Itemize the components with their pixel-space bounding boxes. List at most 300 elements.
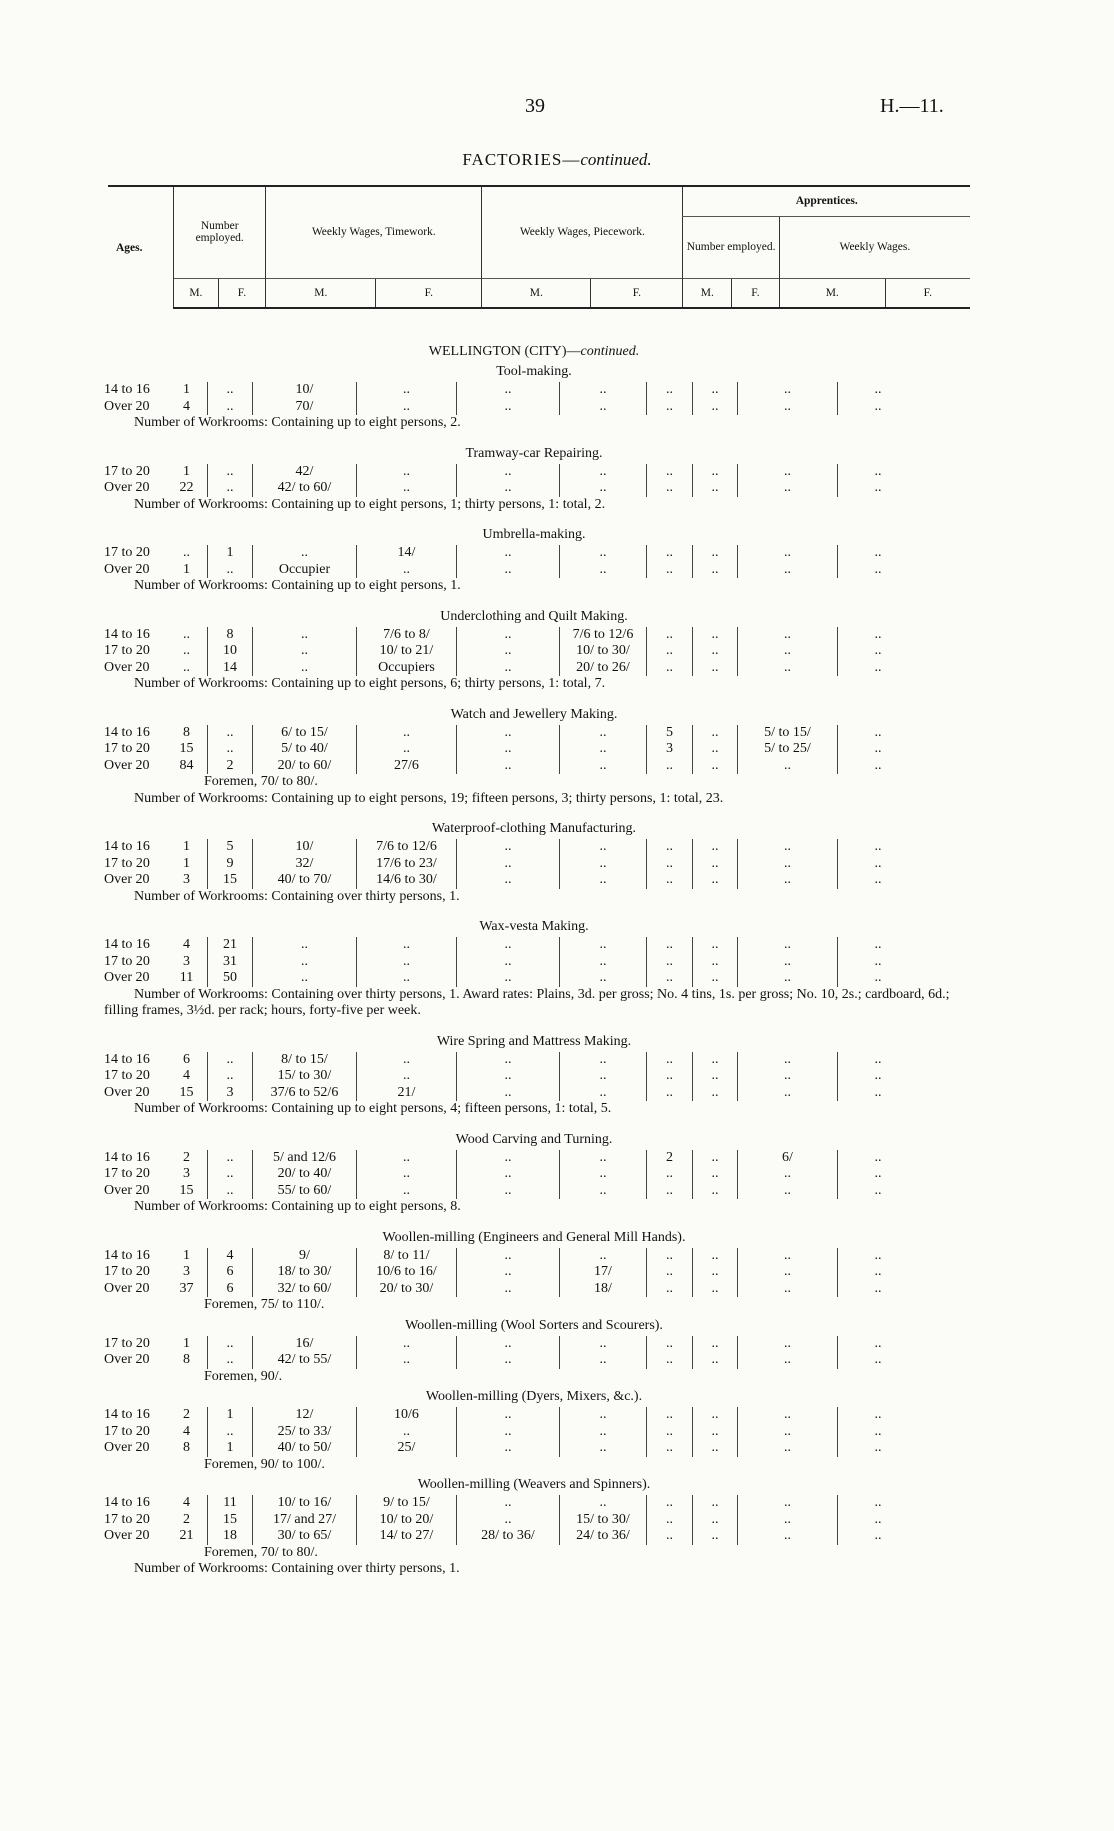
table-cell: .. <box>693 480 738 497</box>
table-cell: .. <box>693 382 738 399</box>
timework-header: Weekly Wages, Timework. <box>266 186 482 278</box>
table-cell: .. <box>738 1512 838 1529</box>
table-cell: .. <box>647 937 693 954</box>
table-cell: .. <box>693 1528 738 1545</box>
number-m-header: M. <box>174 278 218 308</box>
section-title: Waterproof-clothing Manufacturing. <box>431 821 637 836</box>
table-cell: .. <box>874 382 882 397</box>
table-cell: .. <box>693 399 738 416</box>
table-cell: .. <box>647 1424 693 1441</box>
table-cell: .. <box>560 758 647 775</box>
section-title: Tool-making. <box>496 364 572 379</box>
table-cell: 6/ <box>738 1150 838 1167</box>
table-cell: 8/ to 15/ <box>253 1052 357 1069</box>
trade-section <box>104 1475 984 1578</box>
table-cell: .. <box>693 970 738 987</box>
table-row <box>104 480 984 497</box>
table-cell: .. <box>560 1407 647 1424</box>
section-title: Wood Carving and Turning. <box>455 1131 613 1147</box>
table-cell: .. <box>560 399 647 416</box>
table-cell: .. <box>738 545 838 562</box>
trade-section <box>104 1032 984 1118</box>
table-cell: .. <box>647 1512 693 1529</box>
table-cell: .. <box>457 970 560 987</box>
table-cell: 50 <box>208 970 253 987</box>
table-cell: .. <box>693 1281 738 1298</box>
table-cell: .. <box>874 626 882 642</box>
table-cell: .. <box>457 545 560 562</box>
table-cell: .. <box>693 1052 738 1069</box>
table-cell: .. <box>693 627 738 644</box>
table-cell: 16/ <box>253 1336 357 1353</box>
table-cell: 31 <box>208 954 253 971</box>
table-row <box>104 937 984 954</box>
table-cell: .. <box>693 643 738 660</box>
table-cell: .. <box>693 725 738 742</box>
table-cell: .. <box>738 1407 838 1424</box>
table-cell: 8 <box>166 725 208 742</box>
table-cell: .. <box>874 1528 882 1543</box>
table-row <box>104 1166 984 1183</box>
table-cell: 10/6 to 16/ <box>357 1264 457 1281</box>
table-cell: 25/ to 33/ <box>253 1424 357 1441</box>
table-cell: .. <box>647 1068 693 1085</box>
table-row <box>104 382 984 399</box>
table-cell: 7/6 to 12/6 <box>357 839 457 856</box>
table-cell: .. <box>166 545 208 562</box>
table-cell: .. <box>738 839 838 856</box>
table-cell: .. <box>647 562 693 579</box>
trade-section <box>104 1316 984 1386</box>
table-cell: .. <box>693 937 738 954</box>
table-cell: 6/ to 15/ <box>253 725 357 742</box>
table-cell: 10/ to 30/ <box>560 643 647 660</box>
table-cell: .. <box>874 1423 882 1439</box>
table-cell: 30/ to 65/ <box>253 1528 357 1545</box>
table-cell: .. <box>738 480 838 497</box>
apprentice-number-f-header: F. <box>732 278 780 308</box>
age-cell: 17 to 20 <box>104 643 150 658</box>
section-title: Woollen-milling (Engineers and General Mill Hands). <box>382 1229 686 1245</box>
table-cell: 15 <box>166 741 208 758</box>
table-cell: .. <box>647 660 693 677</box>
table-cell: .. <box>560 1052 647 1069</box>
table-cell: 3 <box>166 1264 208 1281</box>
table-cell: .. <box>457 1068 560 1085</box>
table-cell: .. <box>874 724 882 740</box>
table-cell: 20/ to 60/ <box>253 758 357 775</box>
age-cell: 17 to 20 <box>104 953 150 969</box>
table-cell: 25/ <box>357 1440 457 1457</box>
table-cell: .. <box>874 1149 882 1165</box>
table-cell: .. <box>647 872 693 889</box>
table-cell: .. <box>457 1183 560 1200</box>
age-cell: 14 to 16 <box>104 382 150 397</box>
age-cell: Over 20 <box>104 1440 150 1455</box>
age-cell: 17 to 20 <box>104 855 150 871</box>
table-cell: 42/ <box>253 464 357 481</box>
table-cell: 5/ to 15/ <box>738 725 838 742</box>
table-cell: .. <box>738 1068 838 1085</box>
table-cell: .. <box>560 1085 647 1102</box>
table-body <box>104 342 984 1590</box>
apprentices-header: Apprentices. <box>683 186 970 216</box>
table-row <box>104 1150 984 1167</box>
table-row <box>104 1424 984 1441</box>
table-row <box>104 660 984 677</box>
table-cell: 1 <box>166 562 208 579</box>
table-cell: .. <box>874 561 882 577</box>
table-row <box>104 741 984 758</box>
table-cell: .. <box>874 872 882 887</box>
age-cell: 17 to 20 <box>104 1423 150 1439</box>
table-cell: .. <box>253 660 357 677</box>
age-cell: 17 to 20 <box>104 741 150 756</box>
section-title: Woollen-milling (Weavers and Spinners). <box>417 1477 651 1492</box>
workrooms-note: Number of Workrooms: Containing over thirty persons, 1. <box>134 1561 460 1576</box>
table-cell: .. <box>457 937 560 954</box>
table-cell: .. <box>560 1352 647 1369</box>
table-cell: .. <box>647 758 693 775</box>
table-cell: .. <box>874 480 882 495</box>
table-cell: .. <box>457 1512 560 1529</box>
table-cell: .. <box>693 1512 738 1529</box>
table-cell: 20/ to 30/ <box>357 1281 457 1298</box>
age-cell: 14 to 16 <box>104 724 150 740</box>
table-cell: .. <box>457 660 560 677</box>
table-cell: .. <box>874 1407 882 1422</box>
table-cell: .. <box>457 1248 560 1265</box>
table-row <box>104 562 984 579</box>
table-cell: .. <box>693 1336 738 1353</box>
table-cell: .. <box>738 562 838 579</box>
age-cell: Over 20 <box>104 1182 150 1198</box>
table-cell: 14/ to 27/ <box>357 1528 457 1545</box>
table-row <box>104 970 984 987</box>
table-cell: 8 <box>166 1440 208 1457</box>
table-cell: .. <box>738 954 838 971</box>
table-cell: 10/ <box>253 382 357 399</box>
table-cell: .. <box>738 1052 838 1069</box>
page-number: 39 <box>525 95 545 117</box>
table-cell: .. <box>874 757 882 773</box>
table-cell: .. <box>693 1424 738 1441</box>
table-cell: 22 <box>166 480 208 497</box>
table-cell: 10 <box>208 643 253 660</box>
table-row <box>104 1068 984 1085</box>
table-cell: 18/ <box>560 1281 647 1298</box>
table-cell: 17/ and 27/ <box>253 1512 357 1529</box>
table-cell: .. <box>357 725 457 742</box>
table-cell: 18/ to 30/ <box>253 1264 357 1281</box>
section-title: Woollen-milling (Wool Sorters and Scourers). <box>405 1317 663 1333</box>
table-cell: .. <box>874 1335 882 1351</box>
age-cell: 14 to 16 <box>104 839 150 854</box>
age-cell: Over 20 <box>104 398 150 414</box>
table-cell: .. <box>357 954 457 971</box>
table-cell: .. <box>166 660 208 677</box>
age-cell: 14 to 16 <box>104 626 150 642</box>
table-cell: 2 <box>166 1512 208 1529</box>
table-cell: .. <box>357 480 457 497</box>
table-cell: .. <box>874 970 882 985</box>
table-cell: 24/ to 36/ <box>560 1528 647 1545</box>
table-cell: 21/ <box>357 1085 457 1102</box>
table-cell: 28/ to 36/ <box>457 1528 560 1545</box>
table-cell: 7/6 to 8/ <box>357 627 457 644</box>
table-cell: .. <box>647 839 693 856</box>
table-row <box>104 1052 984 1069</box>
table-cell: .. <box>357 1424 457 1441</box>
table-cell: 3 <box>166 954 208 971</box>
workrooms-note: Number of Workrooms: Containing over thirty persons, 1. Award rates: Plains, 3d. per gross; No. 4 tins, 1s. per gross; No. 10, 2s.; cardboard, 6d.; filling frames, 3½d. per rack; hours, forty-five per week. <box>104 986 950 1018</box>
ages-header: Ages. <box>108 186 174 308</box>
table-cell: 9/ <box>253 1248 357 1265</box>
table-cell: 1 <box>208 1440 253 1457</box>
table-cell: .. <box>560 856 647 873</box>
age-cell: 14 to 16 <box>104 1149 150 1165</box>
table-row <box>104 872 984 889</box>
foremen-note: Foremen, 75/ to 110/. <box>204 1297 325 1312</box>
section-title: Watch and Jewellery Making. <box>450 706 618 722</box>
table-cell: .. <box>457 1424 560 1441</box>
table-cell: 5/ and 12/6 <box>253 1150 357 1167</box>
table-cell: .. <box>357 382 457 399</box>
table-cell: .. <box>874 937 882 952</box>
table-cell: .. <box>208 1068 253 1085</box>
table-row <box>104 856 984 873</box>
table-cell: .. <box>693 758 738 775</box>
table-cell: .. <box>208 399 253 416</box>
table-cell: .. <box>874 839 882 854</box>
table-cell: .. <box>457 627 560 644</box>
table-cell: .. <box>560 480 647 497</box>
table-cell: .. <box>208 1150 253 1167</box>
table-cell: 10/ to 20/ <box>357 1512 457 1529</box>
table-row <box>104 399 984 416</box>
table-cell: 9/ to 15/ <box>357 1495 457 1512</box>
age-cell: 17 to 20 <box>104 1166 150 1181</box>
table-cell: .. <box>693 1166 738 1183</box>
table-cell: .. <box>874 1247 882 1263</box>
table-cell: .. <box>208 562 253 579</box>
title-continued: continued. <box>580 150 652 169</box>
table-cell: .. <box>253 970 357 987</box>
apprentice-number-m-header: M. <box>683 278 732 308</box>
table-cell: .. <box>457 839 560 856</box>
table-cell: .. <box>357 970 457 987</box>
table-row <box>104 1281 984 1298</box>
table-cell: 42/ to 60/ <box>253 480 357 497</box>
table-cell: .. <box>208 480 253 497</box>
table-cell: .. <box>357 562 457 579</box>
table-cell: .. <box>874 643 882 658</box>
table-cell: .. <box>357 741 457 758</box>
table-cell: .. <box>357 1183 457 1200</box>
table-cell: .. <box>874 953 882 969</box>
table-cell: 1 <box>208 545 253 562</box>
region-heading <box>84 342 984 362</box>
table-cell: .. <box>693 464 738 481</box>
age-cell: Over 20 <box>104 480 150 495</box>
table-cell: 2 <box>647 1150 693 1167</box>
table-row <box>104 725 984 742</box>
table-row <box>104 1248 984 1265</box>
section-title: Umbrella-making. <box>482 527 586 542</box>
table-cell: .. <box>457 1085 560 1102</box>
table-cell: .. <box>647 1166 693 1183</box>
table-cell: 40/ to 50/ <box>253 1440 357 1457</box>
table-cell: .. <box>560 839 647 856</box>
table-cell: .. <box>647 1352 693 1369</box>
age-cell: 14 to 16 <box>104 1051 150 1067</box>
table-cell: .. <box>738 1264 838 1281</box>
table-row <box>104 1085 984 1102</box>
table-cell: .. <box>693 1264 738 1281</box>
table-cell: 10/ to 16/ <box>253 1495 357 1512</box>
table-cell: 40/ to 70/ <box>253 872 357 889</box>
table-cell: .. <box>738 856 838 873</box>
table-cell: 15/ to 30/ <box>560 1512 647 1529</box>
table-cell: .. <box>560 1440 647 1457</box>
table-cell: .. <box>357 937 457 954</box>
table-cell: .. <box>457 1407 560 1424</box>
table-cell: .. <box>166 627 208 644</box>
age-cell: 17 to 20 <box>104 1511 150 1527</box>
table-cell: 17/ <box>560 1264 647 1281</box>
table-cell: 1 <box>166 839 208 856</box>
section-title: Wire Spring and Mattress Making. <box>436 1033 632 1049</box>
table-cell: 6 <box>208 1281 253 1298</box>
table-cell: 42/ to 55/ <box>253 1352 357 1369</box>
age-cell: Over 20 <box>104 970 150 985</box>
table-cell: .. <box>208 1166 253 1183</box>
table-cell: .. <box>457 1281 560 1298</box>
table-cell: 2 <box>166 1150 208 1167</box>
table-cell: .. <box>457 1352 560 1369</box>
table-cell: 8 <box>208 627 253 644</box>
table-cell: .. <box>560 1495 647 1512</box>
trade-section <box>104 917 984 1020</box>
table-cell: .. <box>457 1264 560 1281</box>
table-cell: .. <box>357 399 457 416</box>
table-cell: .. <box>738 758 838 775</box>
table-cell: .. <box>738 1248 838 1265</box>
table-cell: .. <box>560 725 647 742</box>
table-cell: .. <box>647 1281 693 1298</box>
table-cell: .. <box>357 1052 457 1069</box>
section-title: Wax-vesta Making. <box>479 919 589 934</box>
trade-section <box>104 362 984 432</box>
table-cell: .. <box>457 1336 560 1353</box>
trade-section <box>104 705 984 808</box>
workrooms-note: Number of Workrooms: Containing up to eight persons, 1; thirty persons, 1: total, 2. <box>134 496 606 512</box>
apprentice-wages-f-header: F. <box>885 278 970 308</box>
trade-section <box>104 444 984 514</box>
table-cell: 12/ <box>253 1407 357 1424</box>
table-cell: .. <box>647 627 693 644</box>
table-cell: .. <box>647 545 693 562</box>
foremen-note: Foremen, 90/ to 100/. <box>204 1456 325 1472</box>
table-row <box>104 1512 984 1529</box>
table-cell: 8/ to 11/ <box>357 1248 457 1265</box>
table-cell: 18 <box>208 1528 253 1545</box>
table-cell: 21 <box>166 1528 208 1545</box>
table-cell: 4 <box>166 1068 208 1085</box>
age-cell: Over 20 <box>104 561 150 577</box>
workrooms-note: Number of Workrooms: Containing up to eight persons, 8. <box>134 1199 461 1214</box>
age-cell: 14 to 16 <box>104 937 150 952</box>
table-cell: .. <box>208 1052 253 1069</box>
table-cell: .. <box>457 872 560 889</box>
table-cell: .. <box>693 872 738 889</box>
workrooms-note: Number of Workrooms: Containing up to eight persons, 6; thirty persons, 1: total, 7. <box>134 676 606 691</box>
table-cell: .. <box>693 856 738 873</box>
table-row <box>104 545 984 562</box>
table-cell: .. <box>357 1352 457 1369</box>
table-cell: .. <box>693 1068 738 1085</box>
table-cell: .. <box>457 1052 560 1069</box>
table-cell: .. <box>208 1424 253 1441</box>
age-cell: 17 to 20 <box>104 1335 150 1351</box>
table-cell: .. <box>647 1336 693 1353</box>
table-cell: .. <box>647 643 693 660</box>
table-cell: .. <box>560 1068 647 1085</box>
table-cell: .. <box>208 725 253 742</box>
table-cell: .. <box>647 480 693 497</box>
table-cell: .. <box>647 1248 693 1265</box>
table-cell: 10/ to 21/ <box>357 643 457 660</box>
table-cell: 84 <box>166 758 208 775</box>
table-cell: .. <box>208 741 253 758</box>
table-cell: 4 <box>208 1248 253 1265</box>
table-cell: 11 <box>166 970 208 987</box>
region-name: WELLINGTON (CITY)— <box>428 344 581 359</box>
table-row <box>104 1440 984 1457</box>
workrooms-note: Number of Workrooms: Containing up to eight persons, 19; fifteen persons, 3; thirty persons, 1: total, 23. <box>134 790 724 806</box>
age-cell: 14 to 16 <box>104 1247 150 1263</box>
table-row <box>104 758 984 775</box>
trade-section <box>104 607 984 693</box>
table-cell: .. <box>738 464 838 481</box>
number-employed-header: Number employed. <box>174 186 266 278</box>
table-cell: .. <box>874 1440 882 1455</box>
table-cell: .. <box>560 1150 647 1167</box>
table-cell: .. <box>647 970 693 987</box>
table-cell: 15 <box>208 872 253 889</box>
table-cell: .. <box>738 1440 838 1457</box>
table-cell: .. <box>693 1150 738 1167</box>
table-cell: .. <box>647 954 693 971</box>
table-cell: 9 <box>208 856 253 873</box>
table-cell: 1 <box>166 1336 208 1353</box>
table-cell: .. <box>457 464 560 481</box>
apprentice-number-header: Number employed. <box>683 216 779 278</box>
table-cell: .. <box>560 1336 647 1353</box>
table-cell: 2 <box>166 1407 208 1424</box>
table-cell: 5 <box>208 839 253 856</box>
table-cell: .. <box>457 562 560 579</box>
trade-section <box>104 819 984 905</box>
table-cell: .. <box>738 1495 838 1512</box>
table-row <box>104 1336 984 1353</box>
table-cell: .. <box>647 1528 693 1545</box>
table-cell: .. <box>874 1495 882 1510</box>
foremen-note: Foremen, 70/ to 80/. <box>204 1544 318 1560</box>
table-cell: .. <box>647 399 693 416</box>
table-cell: .. <box>647 856 693 873</box>
table-cell: .. <box>874 1084 882 1100</box>
